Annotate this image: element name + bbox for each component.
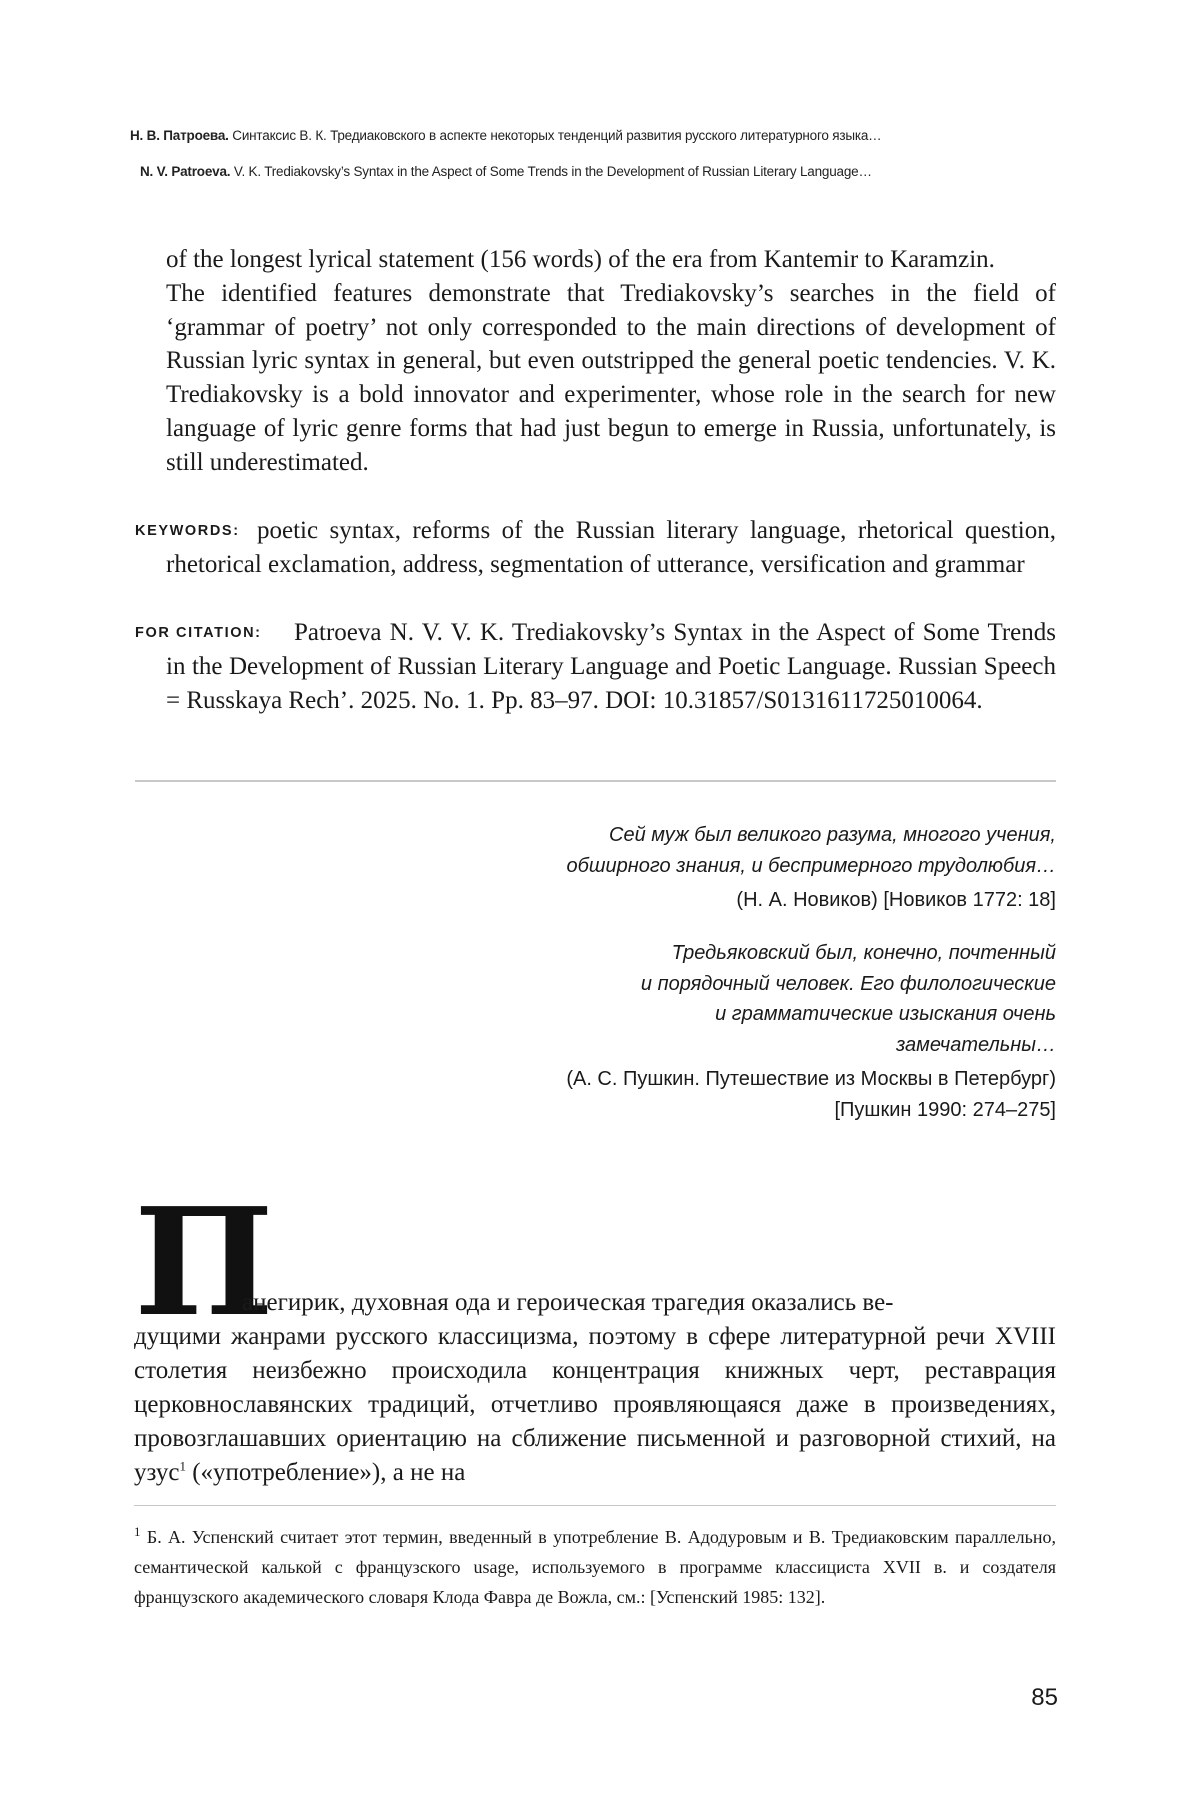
abstract-conclusion: The identified features demonstrate that Trediakovsky’s searches in the field of ‘grammar of poetry’ not only corresponded to the main directions of development of Russian lyric syntax in general, but even outstripped the general poetic tendencies. V. K. Trediakovsky is a bold innovator and experimenter, whose role in the search for new language of lyric genre forms that had just begun to emerge in Russia, unfortunately, is still underestimated. [166, 279, 1056, 476]
running-header-ru-title: Синтаксис В. К. Тредиаковского в аспекте некоторых тенденций развития русского литературного языка… [232, 128, 882, 143]
epigraph-source-ref: [Пушкин 1990: 274–275] [834, 1098, 1056, 1121]
epigraph-quote-line: Тредьяковский был, конечно, почтенный [671, 942, 1056, 964]
footnote-divider [134, 1505, 1056, 1506]
epigraph-quote-line: Сей муж был великого разума, многого учения, [609, 824, 1056, 846]
running-header-en-author: N. V. Patroeva. [140, 164, 231, 179]
drop-cap: П [134, 1175, 274, 1349]
main-body-text [134, 1286, 1056, 1490]
section-divider [135, 780, 1056, 782]
epigraph-quote-line: замечательны… [895, 1033, 1056, 1056]
footnote-reference[interactable]: 1 [179, 1458, 186, 1474]
abstract-continuation: of the longest lyrical statement (156 words) of the era from Kantemir to Karamzin. [166, 246, 995, 273]
footnote [134, 1522, 1056, 1612]
keywords-block [135, 514, 1056, 582]
body-paragraph [134, 1320, 1056, 1490]
running-header-ru-author: Н. В. Патроева. [130, 128, 229, 143]
citation-text: Patroeva N. V. V. K. Trediakovsky’s Syntax in the Aspect of Some Trends in the Development of Russian Literary Language and Poetic Language. Russian Speech = Russkaya Rech’. 2025. No. 1. Pp. 83–97. DOI: 10.31857/S0131611725010064. [166, 619, 1056, 714]
running-header-ru [130, 128, 1060, 143]
abstract [166, 243, 1056, 480]
keywords-text: poetic syntax, reforms of the Russian literary language, rhetorical question, rhetorical exclamation, address, segmentation of utterance, versification and grammar [166, 517, 1056, 578]
running-header-en [140, 164, 1060, 179]
footnote-mark: 1 [134, 1524, 141, 1539]
citation-block [135, 616, 1056, 717]
page-number: 85 [1031, 1684, 1058, 1711]
body-rest: дущими жанрами русского классицизма, поэтому в сфере литературной речи XVIII столетия неизбежно происходила концентрация книжных черт, реставрация церковнославянских традиций, отчетливо проявляющаяся даже в произведениях, провозглашавших ориентацию на сближение письменной и разговорной стихий, на узус [134, 1323, 1056, 1486]
citation-label: FOR CITATION: [135, 625, 262, 641]
body-rest-end: («употребление»), а не на [185, 1459, 466, 1486]
epigraph-source: (А. С. Пушкин. Путешествие из Москвы в Петербург) [566, 1068, 1056, 1090]
body-first-line: анегирик, духовная ода и героическая трагедия оказались ве- [242, 1289, 894, 1316]
running-header-en-title: V. K. Trediakovsky’s Syntax in the Aspect of Some Trends in the Development of Russian Literary Language… [233, 164, 872, 179]
epigraph-quote-line: и порядочный человек. Его филологические [640, 972, 1056, 995]
footnote-text: Б. А. Успенский считает этот термин, введенный в употребление В. Адодуровым и В. Тредиаковским параллельно, семантической калькой с французского usage, используемого в программе классициста XVII в. и создателя французского академического словаря Клода Фавра де Вожла, см.: [Успенский 1985: 132]. [134, 1527, 1056, 1607]
epigraph-source: (Н. А. Новиков) [Новиков 1772: 18] [736, 889, 1056, 911]
epigraph-novikov [356, 820, 1056, 916]
keywords-label: KEYWORDS: [135, 523, 240, 539]
epigraph-quote-line: обширного знания, и беспримерного трудолюбия… [566, 854, 1056, 877]
epigraph-quote-line: и грамматические изыскания очень [715, 1003, 1056, 1025]
epigraph-pushkin [356, 938, 1056, 1125]
